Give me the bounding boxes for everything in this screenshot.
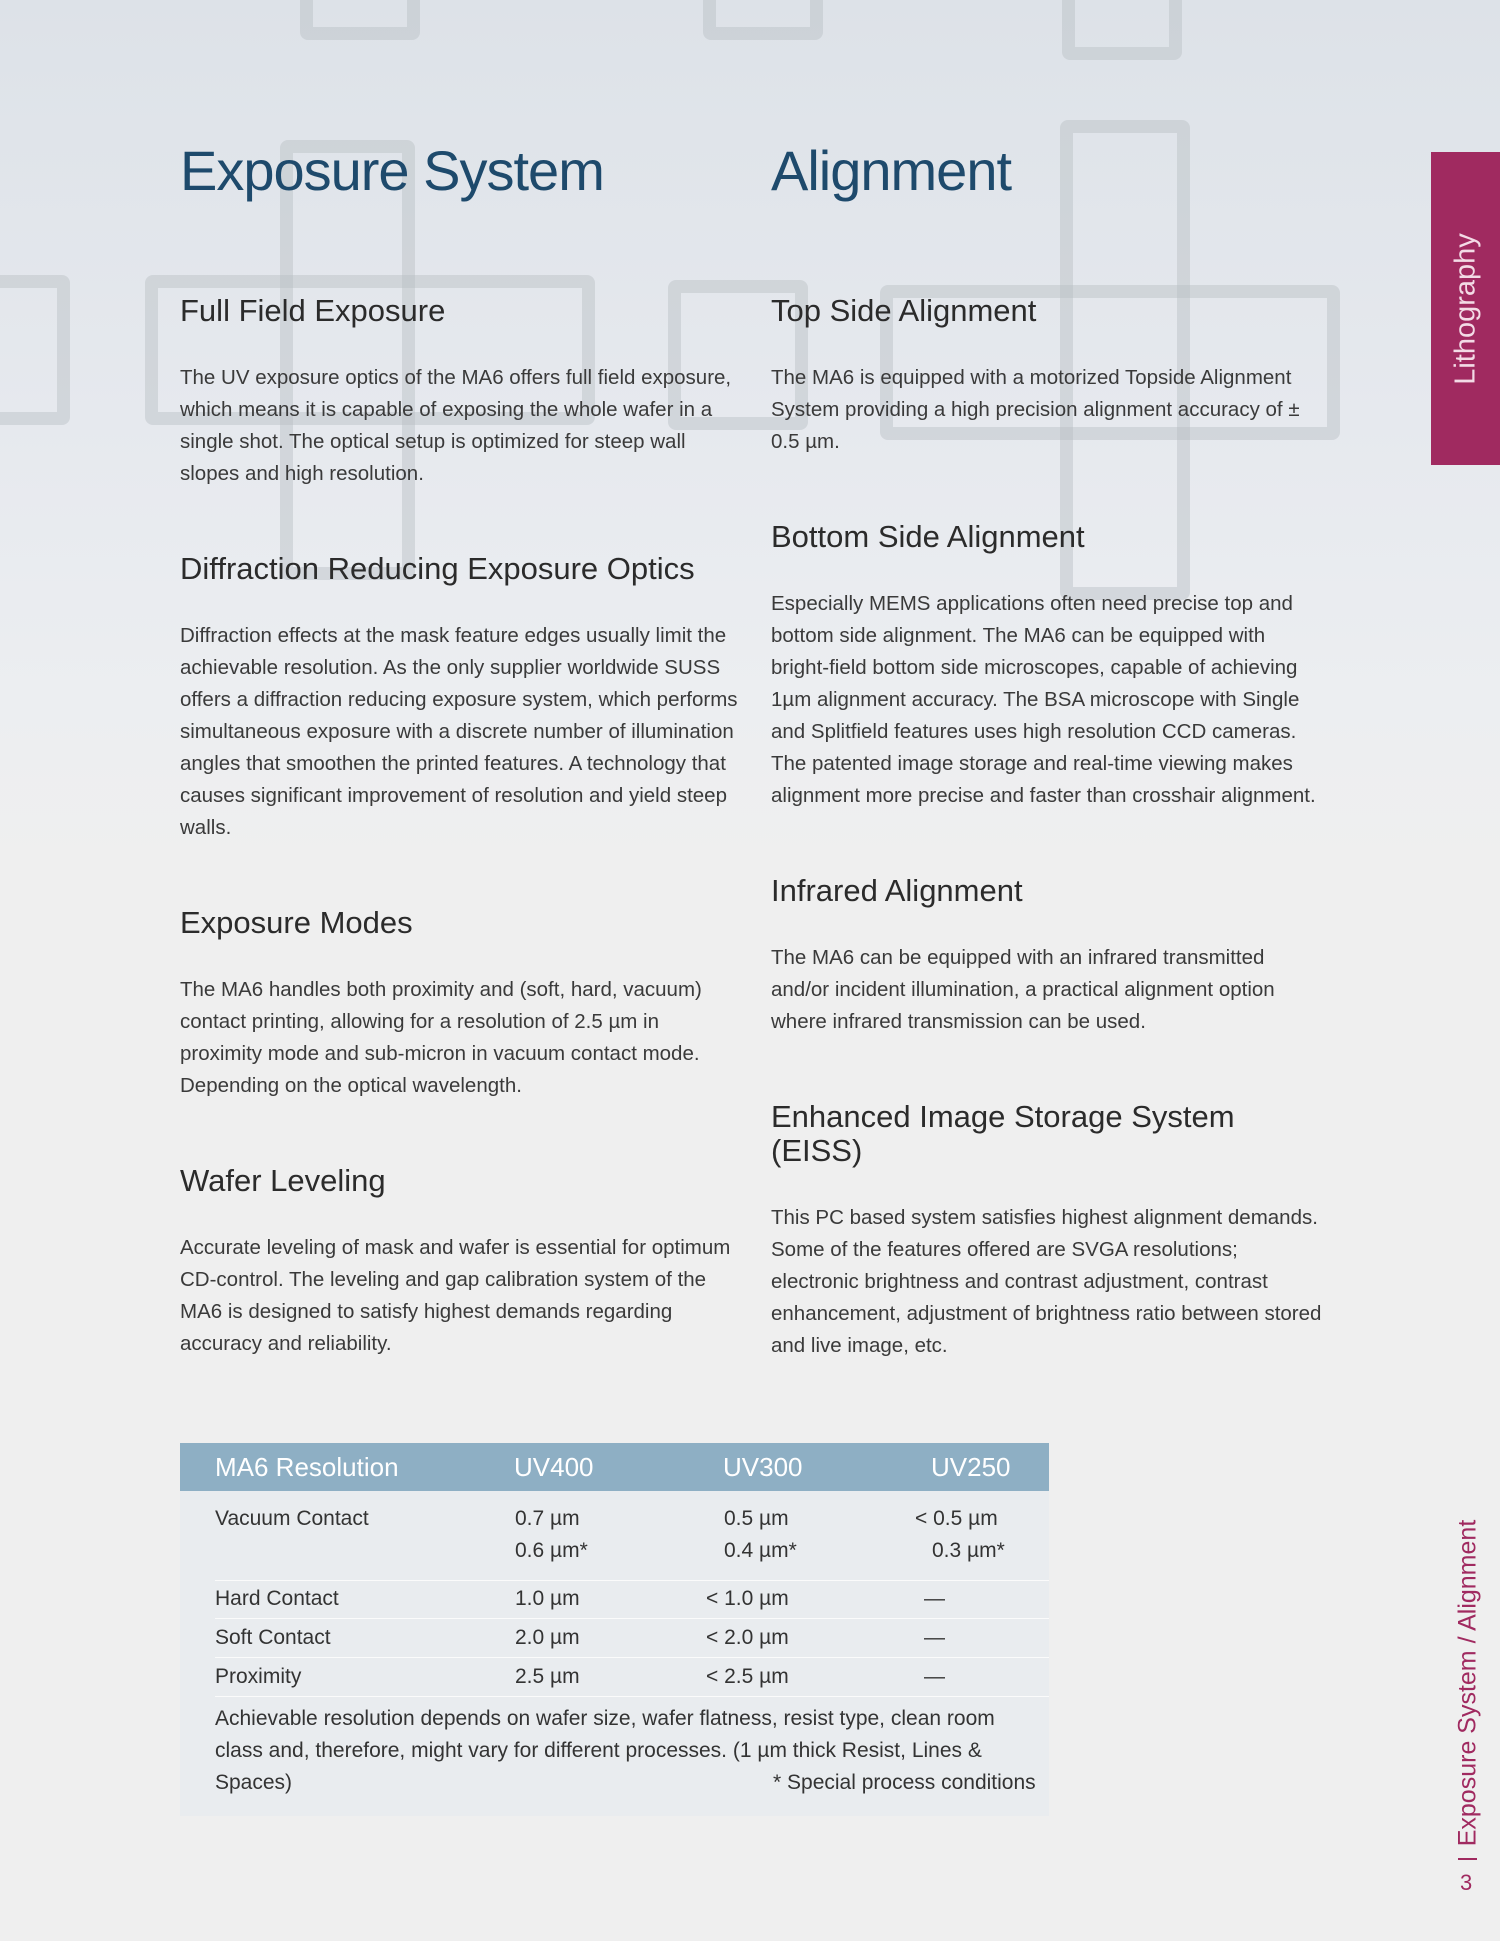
table-header-uv400: UV400	[514, 1452, 594, 1482]
bottom-side-alignment-text: Especially MEMS applications often need precise top and bottom side alignment. The MA6 can be equipped with bright-field bottom side microscopes, capable of achieving 1µm alignment accuracy. The BSA microscope with Single and Splitfield features uses high resolution CCD cameras. The patented image storage and real-time viewing makes alignment more precise and faster than crosshair alignment.	[771, 592, 1316, 807]
infrared-alignment-heading: Infrared Alignment	[771, 873, 1023, 908]
table-footnote	[215, 1703, 1036, 1799]
top-side-alignment-heading: Top Side Alignment	[771, 293, 1037, 328]
cell-uv400-special: 0.6 µm*	[515, 1539, 588, 1562]
cell-uv300: < 1.0 µm	[706, 1587, 789, 1610]
table-note-text: Achievable resolution depends on wafer size, wafer flatness, resist type, clean room class and, therefore, might vary for different processes. (1 µm thick Resist, Lines & Spaces)	[215, 1707, 995, 1794]
diffraction-optics-text: Diffraction effects at the mask feature edges usually limit the achievable resolution. As the only supplier worldwide SUSS offers a diffraction reducing exposure system, which performs simultaneous exposure with a discrete number of illumination angles that smoothen the printed features. A technology that causes significant improvement of resolution and yield steep walls.	[180, 624, 738, 839]
special-process-note: * Special process conditions	[773, 1771, 1036, 1794]
wafer-leveling-heading: Wafer Leveling	[180, 1163, 386, 1198]
bottom-side-alignment-heading: Bottom Side Alignment	[771, 519, 1085, 554]
cell-uv250-special: 0.3 µm*	[932, 1539, 1005, 1562]
table-header-row	[180, 1443, 1049, 1491]
eiss-text: This PC based system satisfies highest alignment demands. Some of the features offered are SVGA resolutions; electronic brightness and contrast adjustment, contrast enhancement, adjustment of brightness ratio between stored and live image, etc.	[771, 1206, 1322, 1357]
section-tab-label: Lithography	[1449, 232, 1481, 385]
cell-uv400: 1.0 µm	[515, 1587, 580, 1610]
cell-uv250: —	[924, 1626, 945, 1649]
cell-uv250: —	[924, 1587, 945, 1610]
cell-uv400: 2.0 µm	[515, 1626, 580, 1649]
alignment-title: Alignment	[771, 139, 1012, 202]
background-square-2	[703, 0, 823, 40]
wafer-leveling-text: Accurate leveling of mask and wafer is essential for optimum CD-control. The leveling and gap calibration system of the MA6 is designed to satisfy highest demands regarding accuracy and reliability.	[180, 1236, 731, 1355]
section-tab	[1431, 152, 1500, 465]
cell-uv300: < 2.5 µm	[706, 1665, 789, 1688]
cell-uv250: —	[924, 1665, 945, 1688]
eiss-heading: Enhanced Image Storage System (EISS)	[771, 1099, 1235, 1168]
cell-uv300: < 2.0 µm	[706, 1626, 789, 1649]
row-label: Proximity	[215, 1665, 302, 1688]
table-row	[215, 1619, 1049, 1658]
alignment-column	[771, 138, 1326, 1424]
exposure-system-column	[180, 138, 740, 1422]
cell-uv300-special: 0.4 µm*	[724, 1539, 797, 1562]
row-label: Hard Contact	[215, 1587, 339, 1610]
row-label: Vacuum Contact	[215, 1507, 369, 1530]
table-row	[215, 1507, 1049, 1581]
cell-uv250: < 0.5 µm	[915, 1507, 998, 1530]
cell-uv400: 2.5 µm	[515, 1665, 580, 1688]
infrared-alignment-text: The MA6 can be equipped with an infrared transmitted and/or incident illumination, a practical alignment option where infrared transmission can be used.	[771, 946, 1275, 1033]
background-square-4	[0, 275, 70, 425]
page-number: 3	[1460, 1870, 1473, 1895]
background-square-1	[300, 0, 420, 40]
exposure-modes-text: The MA6 handles both proximity and (soft, hard, vacuum) contact printing, allowing for a resolution of 2.5 µm in proximity mode and sub-micron in vacuum contact mode. Depending on the optical wavelength.	[180, 978, 702, 1097]
diffraction-optics-heading: Diffraction Reducing Exposure Optics	[180, 551, 695, 586]
exposure-system-title: Exposure System	[180, 139, 604, 202]
table-row	[215, 1658, 1049, 1697]
side-divider	[1458, 1858, 1477, 1860]
cell-uv300: 0.5 µm	[724, 1507, 789, 1530]
row-label: Soft Contact	[215, 1626, 331, 1649]
full-field-exposure-heading: Full Field Exposure	[180, 293, 446, 328]
table-header-resolution: MA6 Resolution	[215, 1452, 399, 1482]
cell-uv400: 0.7 µm	[515, 1507, 580, 1530]
table-header-uv250: UV250	[931, 1452, 1011, 1482]
exposure-modes-heading: Exposure Modes	[180, 905, 413, 940]
resolution-table	[180, 1443, 1049, 1816]
section-side-label: Exposure System / Alignment	[1453, 1519, 1482, 1847]
background-square-3	[1062, 0, 1182, 60]
full-field-exposure-text: The UV exposure optics of the MA6 offers full field exposure, which means it is capable of exposing the whole wafer in a single shot. The optical setup is optimized for steep wall slopes and high resolution.	[180, 366, 732, 485]
table-header-uv300: UV300	[723, 1452, 803, 1482]
table-row	[215, 1580, 1049, 1619]
top-side-alignment-text: The MA6 is equipped with a motorized Topside Alignment System providing a high precision alignment accuracy of ± 0.5 µm.	[771, 366, 1300, 453]
